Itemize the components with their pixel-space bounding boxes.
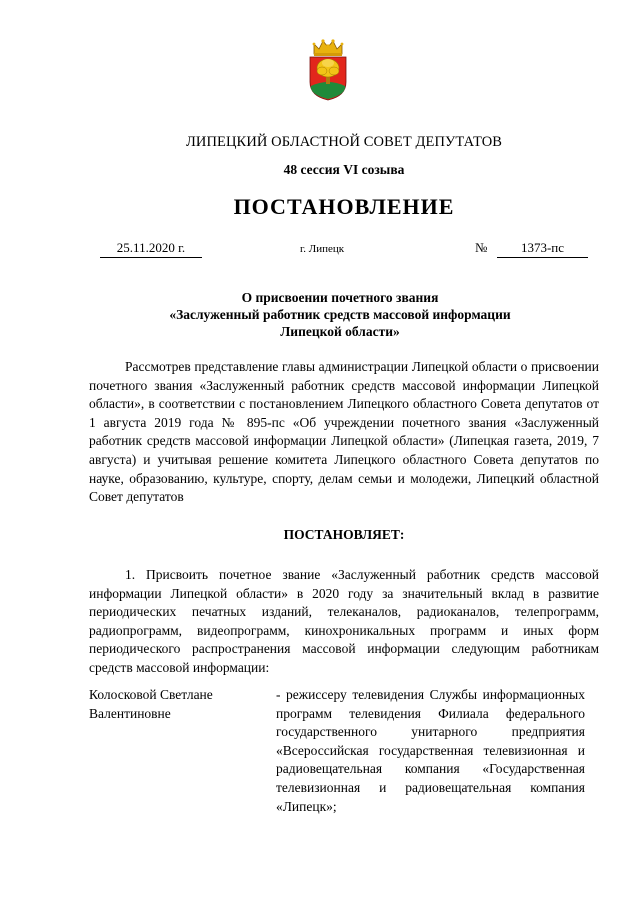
subject-line-3: Липецкой области»: [280, 324, 400, 339]
document-subject: [120, 289, 560, 340]
awardee-name: Колосковой Светлане Валентиновне: [89, 687, 213, 721]
session-label: 48 сессия VI созыва: [283, 162, 405, 177]
council-name: ЛИПЕЦКИЙ ОБЛАСТНОЙ СОВЕТ ДЕПУТАТОВ: [185, 134, 503, 150]
document-city: г. Липецк: [300, 243, 345, 255]
document-type-title: ПОСТАНОВЛЕНИЕ: [233, 194, 455, 219]
decree-heading: ПОСТАНОВЛЯЕТ:: [283, 527, 405, 542]
lipetsk-coat-of-arms-icon: [305, 38, 351, 102]
preamble-paragraph: Рассмотрев представление главы администрации Липецкой области о присвоении почетного звания «Заслуженный работник средств массовой информации Липецкой области», в соответствии с постановлением Липецкого областного Совета депутатов от 1 августа 2019 года № 895-пс «Об учреждении почетного звания «Заслуженный работник средств массовой информации Липецкой области» (Липецкая газета, 2019, 7 августа) и учитывая решение комитета Липецкого областного Совета депутатов по науке, образованию, культуре, спорту, делам семьи и молодежи, Липецкий областной Совет депутатов: [89, 359, 599, 505]
subject-line-1: О присвоении почетного звания: [241, 290, 439, 305]
item-1-paragraph: 1. Присвоить почетное звание «Заслуженный работник средств массовой информации Липецкой области» в 2020 году за значительный вклад в развитие периодических печатных изданий, телеканалов, радиоканалов, телепрограмм, радиопрограмм, видеопрограмм, кинохроникальных программ и иных форм периодического распространения массовой информации следующим работникам средств массовой информации:: [89, 567, 599, 675]
number-sign: №: [475, 240, 488, 255]
document-date: 25.11.2020 г.: [100, 240, 202, 258]
awardee-position: - режиссеру телевидения Службы информационных программ телевидения Филиала федерального государственного унитарного предприятия «Всероссийская государственная телевизионная и радиовещательная компания «Государственная телевизионная и радиовещательная компания «Липецк»;: [276, 687, 585, 814]
document-number: 1373-пс: [497, 240, 588, 258]
subject-line-2: «Заслуженный работник средств массовой информации: [169, 307, 511, 322]
